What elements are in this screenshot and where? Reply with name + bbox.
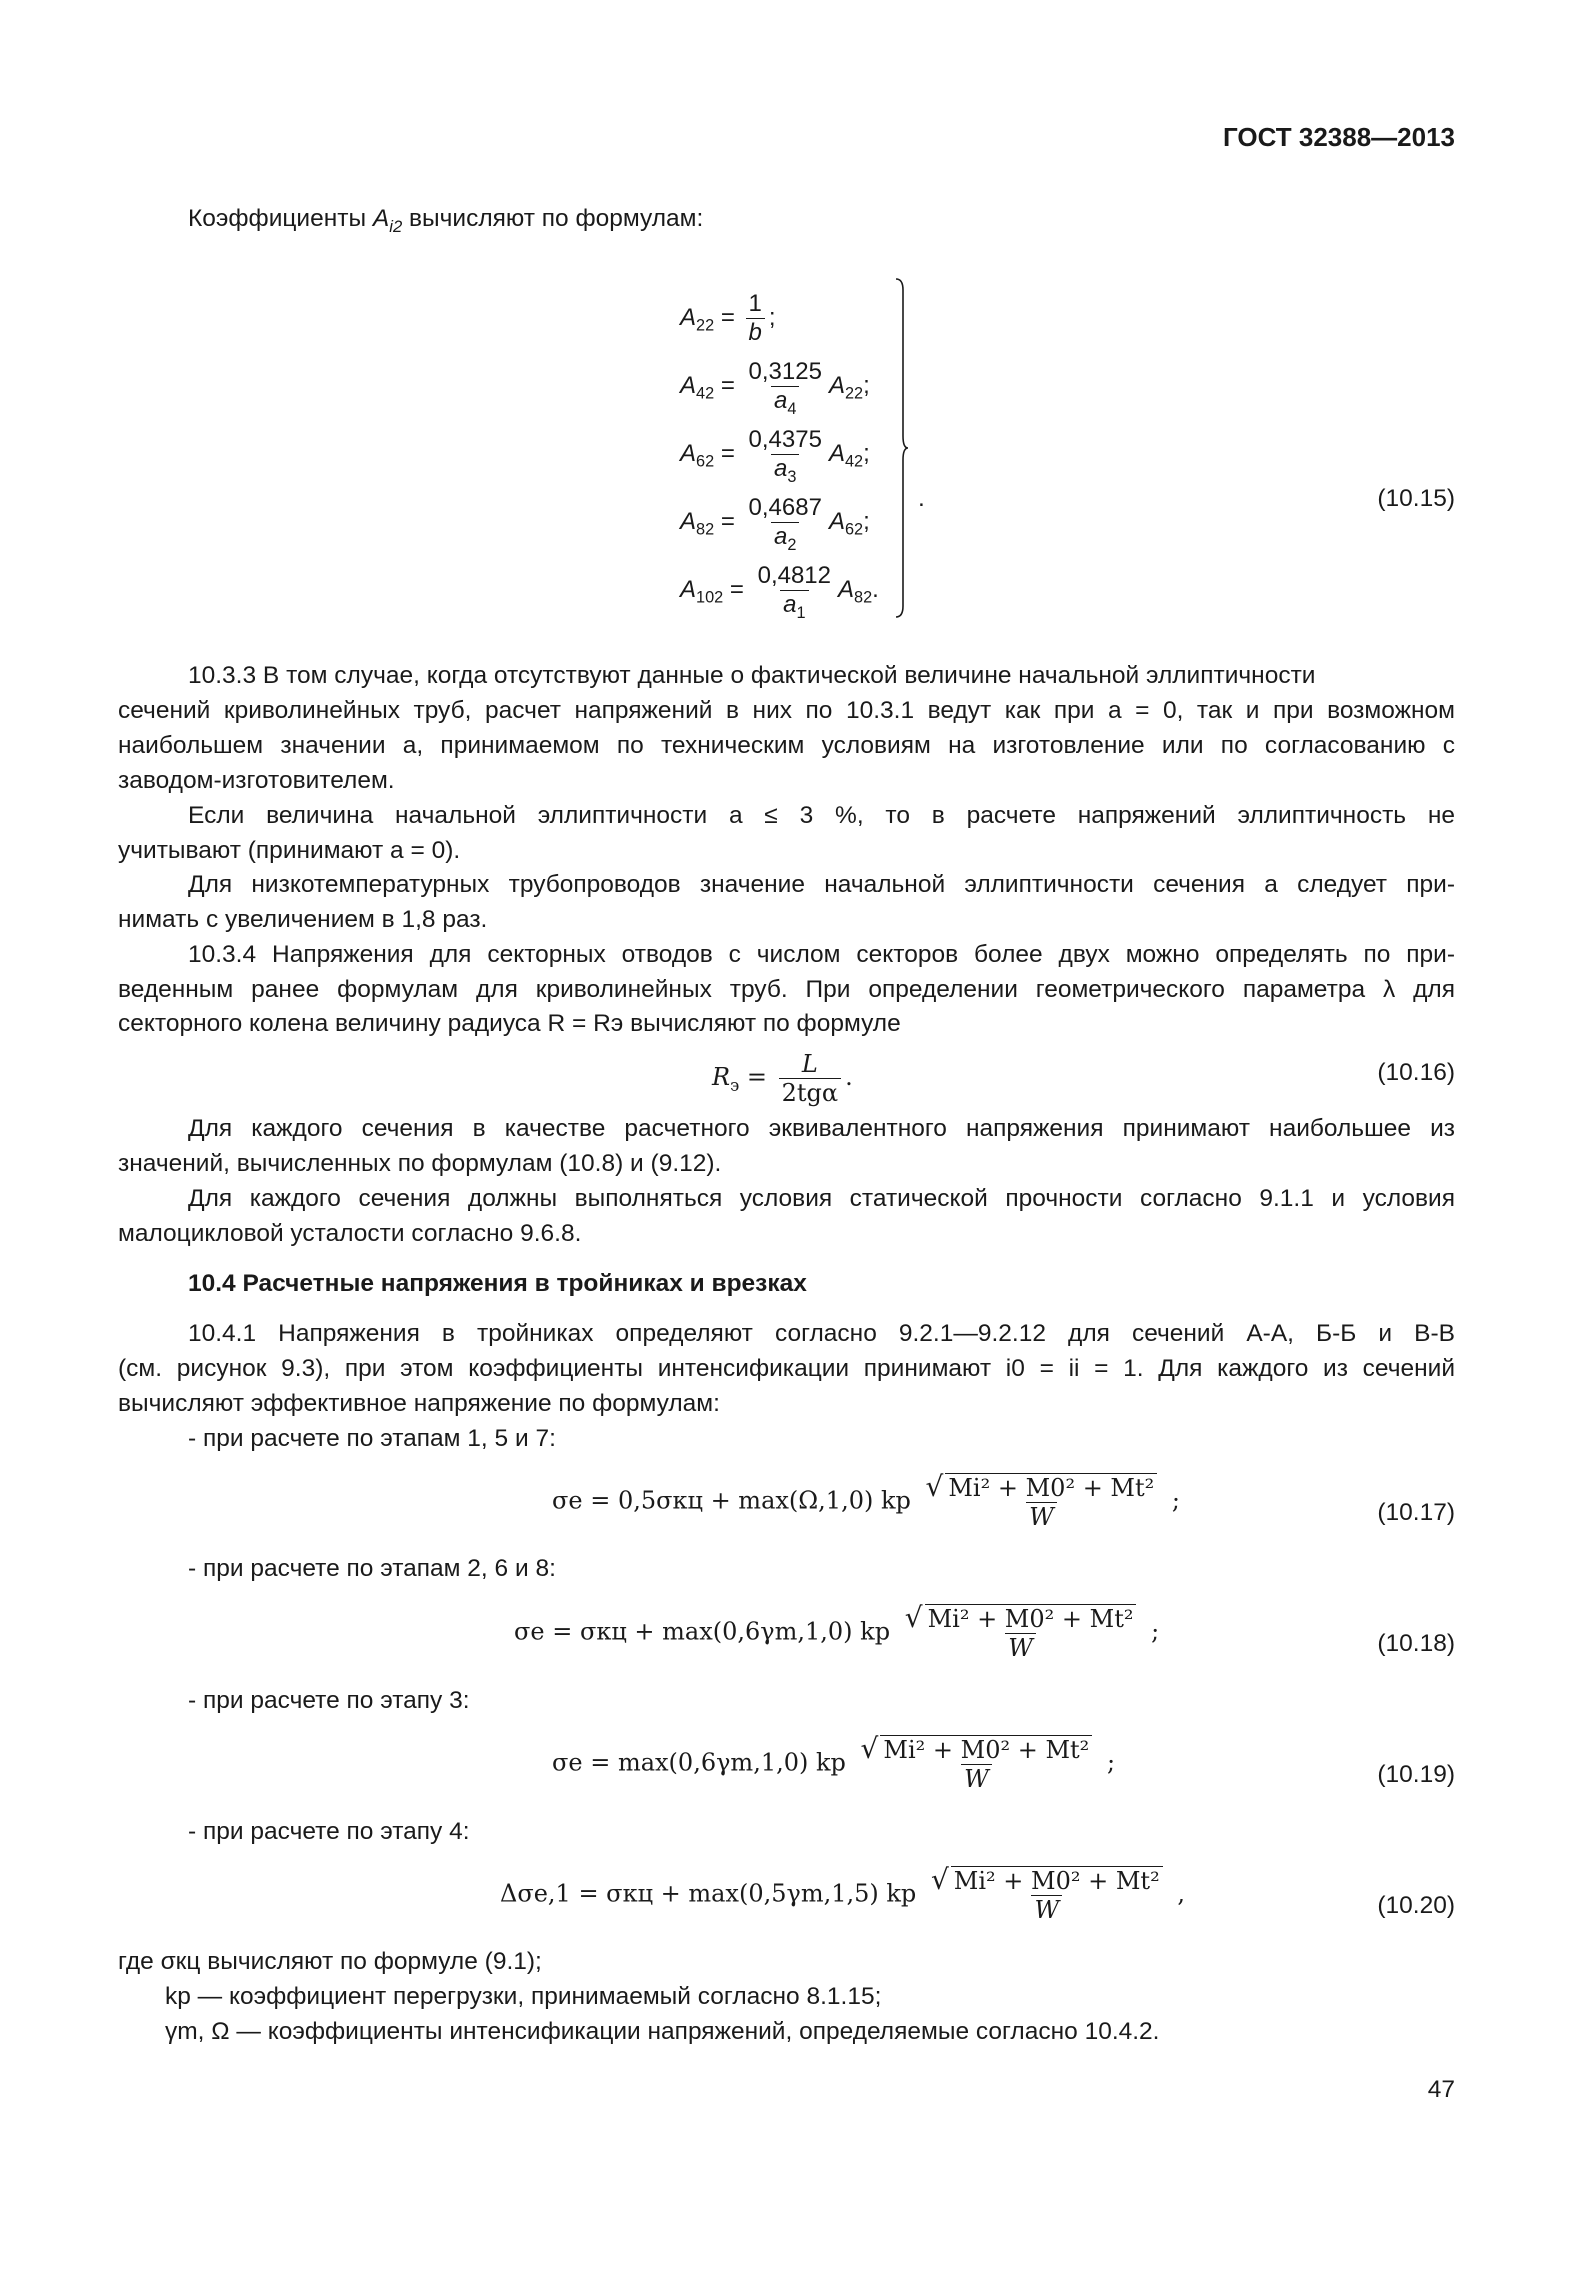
eq1016-lhs-sub: э [730,1075,740,1095]
section-heading-10-4: 10.4 Расчетные напряжения в тройниках и врезках [188,1270,807,1297]
system-row-denominator: $a_3$ [771,454,799,483]
p1033-line2: сечений криволинейных труб, расчет напряжений в них по 10.3.1 ведут как при а = 0, так и при возможном [118,697,1455,724]
system-row-lhs-sub: 22 [696,316,715,335]
equals-sign: = [714,507,742,535]
equation-number-10-19: (10.19) [1377,1761,1455,1788]
system-row-end: . [872,575,879,603]
system-row-lhs: A [680,439,697,467]
case-4: - при расчете по этапу 4: [188,1818,470,1845]
system-row-end: ; [863,439,870,467]
intro-line [188,201,703,236]
p1041-line2: (см. рисунок 9.3), при этом коэффициенты интенсификации принимают i0 = ii = 1. Для каждого из сечений [118,1355,1455,1382]
formula-10-20: Δσe,1 = σкц + max(0,5γm,1,5) kp $\frac{\text{√ Mi² + M0² + Mt²}}{W}$ , [500,1863,1185,1924]
case-3: - при расчете по этапу 3: [188,1687,470,1714]
p1033-line1: 10.3.3 В том случае, когда отсутствуют данные о фактической величине начальной эллиптичности [188,662,1316,689]
system-row-lhs-sub: 102 [696,588,724,607]
formula-10-16: $R_э$ = $\frac{L}{\text{2tgα}}$ . [712,1050,853,1107]
eq1019-end: ; [1106,1748,1116,1777]
p-ellip-line2: учитывают (принимают а = 0). [118,837,461,864]
p1034-line1: 10.3.4 Напряжения для секторных отводов с числом секторов более двух можно определять по при- [188,941,1455,968]
system-row-denominator: $a_1$ [780,590,808,619]
intro-suffix: вычисляют по формулам: [402,205,704,232]
system-row-lhs-sub: 82 [696,520,715,539]
system-row-rhs: A [838,575,855,603]
eq1016-den: 2tgα [779,1078,841,1107]
system-row-fraction [746,494,825,554]
right-brace [895,278,909,618]
system-row-denominator: $a_4$ [771,386,799,415]
eq1017-radicand: Mi² + M0² + Mt² [945,1473,1157,1502]
equation-number-10-20: (10.20) [1377,1892,1455,1919]
system-row-lhs: A [680,507,697,535]
formula-10-17: σe = 0,5σкц + max(Ω,1,0) kp $\frac{\text{√ Mi² + M0² + Mt²}}{W}$ ; [552,1470,1181,1531]
system-row-fraction [746,426,825,486]
eq1016-lhs: R [712,1063,731,1091]
eq1017-den: W [1029,1503,1054,1531]
system-row-lhs: A [680,371,697,399]
p-cond-line1: Для каждого сечения должны выполняться условия статической прочности согласно 9.1.1 и условия [188,1185,1455,1212]
system-row-fraction [755,562,834,622]
equation-number-10-16: (10.16) [1377,1059,1455,1086]
equals-sign: = [714,439,742,467]
system-row-numerator: 0,3125 [748,358,822,385]
system-row-numerator: 0,4812 [757,562,831,589]
system-row [680,358,870,418]
formula-10-19: σe = max(0,6γm,1,0) kp $\frac{\text{√ Mi² + M0² + Mt²}}{W}$ ; [552,1732,1116,1793]
eq1018-lhs: σe = σкц + max(0,6γm,1,0) kp [514,1617,891,1646]
eq1016-num: L [801,1050,818,1078]
eq1018-radicand: Mi² + M0² + Mt² [925,1604,1137,1633]
system-row [680,426,870,486]
system-row-end: ; [863,371,870,399]
equation-number-10-15: (10.15) [1377,485,1455,512]
eq1019-lhs: σe = max(0,6γm,1,0) kp [552,1748,846,1777]
p1033-line4: заводом-изготовителем. [118,767,395,794]
equals-sign: = [714,303,742,331]
p-cond-line2: малоцикловой усталости согласно 9.6.8. [118,1220,582,1247]
system-row-rhs-sub: 62 [844,520,864,539]
p1034-line2: веденным ранее формулам для криволинейных труб. При определении геометрического параметра λ для [118,976,1455,1003]
system-row-rhs-sub: 22 [844,384,864,403]
system-row [680,290,776,347]
eq1020-den: W [1034,1896,1060,1924]
eq1020-lhs: Δσe,1 = σкц + max(0,5γm,1,5) kp [500,1879,917,1908]
system-row-fraction [746,358,825,418]
system-row-lhs: A [680,303,697,331]
eq1017-lhs: σe = 0,5σкц + max(Ω,1,0) kp [552,1486,911,1515]
p-low-line2: нимать с увеличением в 1,8 раз. [118,906,488,933]
eq1019-radicand: Mi² + M0² + Mt² [880,1735,1092,1764]
intro-var: A [372,205,390,232]
equals-sign: = [714,371,742,399]
system-row-rhs: A [828,439,845,467]
eq1019-den: W [964,1765,989,1793]
system-row-numerator: 0,4687 [748,494,822,521]
p-eqv-line2: значений, вычисленных по формулам (10.8) и (9.12). [118,1150,722,1177]
system-row [680,562,879,622]
eq1020-radicand: Mi² + M0² + Mt² [951,1866,1163,1895]
p1041-line1: 10.4.1 Напряжения в тройниках определяют согласно 9.2.1—9.2.12 для сечений А-А, Б-Б и В-В [188,1320,1455,1347]
system-row-lhs-sub: 62 [696,452,715,471]
system-row-end: ; [768,303,776,331]
eq1016-end: . [845,1063,853,1091]
system-row-denominator: $a_2$ [771,522,799,551]
eq1020-end: , [1177,1879,1185,1908]
where-line2: kp — коэффициент перегрузки, принимаемый согласно 8.1.15; [165,1983,882,2010]
case-2: - при расчете по этапам 2, 6 и 8: [188,1555,556,1582]
p1033-line3: наибольшем значении а, принимаемом по техническим условиям на изготовление или по согласованию с [118,732,1455,759]
formula-10-18: σe = σкц + max(0,6γm,1,0) kp $\frac{\text{√ Mi² + M0² + Mt²}}{W}$ ; [514,1601,1160,1662]
eq1018-end: ; [1151,1617,1160,1646]
case-1: - при расчете по этапам 1, 5 и 7: [188,1425,556,1452]
system-row-end: ; [863,507,870,535]
system-trail: . [918,485,925,512]
where-line3: γm, Ω — коэффициенты интенсификации напряжений, определяемые согласно 10.4.2. [165,2018,1160,2045]
p-low-line1: Для низкотемпературных трубопроводов значение начальной эллиптичности сечения а следует при- [188,871,1455,898]
p-ellip-line1: Если величина начальной эллиптичности а ≤ 3 %, то в расчете напряжений эллиптичность не [188,802,1455,829]
intro-prefix: Коэффициенты [188,205,373,232]
equals-sign: = [723,575,751,603]
intro-sub: i2 [389,216,403,236]
p1034-line3: секторного колена величину радиуса R = Rэ вычисляют по формуле [118,1010,901,1037]
system-row-denominator: b [746,318,765,347]
system-row [680,494,870,554]
page-number: 47 [1427,2076,1455,2103]
eq1018-den: W [1008,1634,1033,1662]
system-row-numerator: 1 [748,290,762,317]
equation-number-10-17: (10.17) [1377,1499,1455,1526]
document-header: ГОСТ 32388—2013 [1223,122,1455,152]
system-row-rhs: A [828,507,845,535]
equation-number-10-18: (10.18) [1377,1630,1455,1657]
eq1017-end: ; [1171,1486,1181,1515]
system-row-rhs-sub: 82 [854,588,873,607]
p1041-line3: вычисляют эффективное напряжение по формулам: [118,1390,720,1417]
system-row-rhs: A [828,371,845,399]
system-row-lhs-sub: 42 [696,384,715,403]
p-eqv-line1: Для каждого сечения в качестве расчетного эквивалентного напряжения принимают наибольшее из [188,1115,1455,1142]
system-row-rhs-sub: 42 [844,452,864,471]
system-row-numerator: 0,4375 [748,426,822,453]
system-row-lhs: A [680,575,697,603]
system-row-fraction [746,290,765,347]
where-line1: где σкц вычисляют по формуле (9.1); [118,1948,542,1975]
